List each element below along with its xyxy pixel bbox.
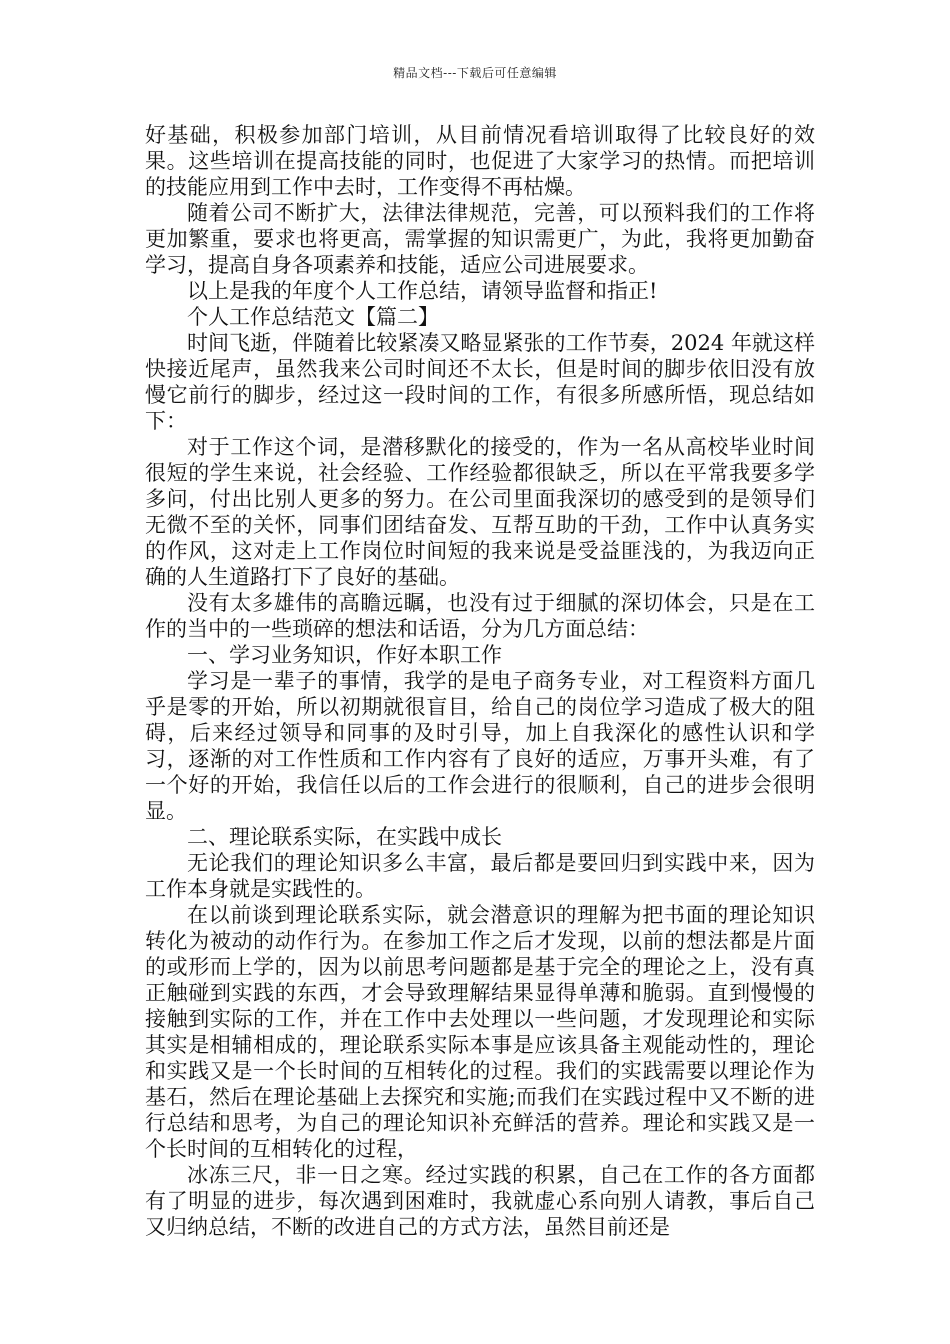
paragraph: 好基础，积极参加部门培训，从目前情况看培训取得了比较良好的效果。这些培训在提高技能的同时，也促进了大家学习的热情。而把培训的技能应用到工作中去时，工作变得不再枯燥。 xyxy=(145,123,815,199)
paragraph: 在以前谈到理论联系实际，就会潜意识的理解为把书面的理论知识转化为被动的动作行为。在参加工作之后才发现，以前的想法都是片面的或形而上学的，因为以前思考问题都是基于完全的理论之上，没有真正触碰到实践的东西，才会导致理解结果显得单薄和脆弱。直到慢慢的接触到实际的工作，并在工作中去处理以一些问题，才发现理论和实际其实是相辅相成的，理论联系实际本事是应该具备主观能动性的，理论和实践又是一个长时间的互相转化的过程。我们的实践需要以理论作为基石，然后在理论基础上去探究和实施;而我们在实践过程中又不断的进行总结和思考，为自己的理论知识补充鲜活的营养。理论和实践又是一个长时间的互相转化的过程， xyxy=(145,903,815,1161)
paragraph: 随着公司不断扩大，法律法律规范，完善，可以预料我们的工作将更加繁重，要求也将更高，需掌握的知识需更广，为此，我将更加勤奋学习，提高自身各项素养和技能，适应公司进展要求。 xyxy=(145,201,815,277)
paragraph: 没有太多雄伟的高瞻远瞩，也没有过于细腻的深切体会，只是在工作的当中的一些琐碎的想法和话语，分为几方面总结： xyxy=(145,591,815,641)
document-body xyxy=(145,122,815,1240)
paragraph: 冰冻三尺，非一日之寒。经过实践的积累，自己在工作的各方面都有了明显的进步，每次遇到困难时，我就虚心系向别人请教，事后自己又归纳总结，不断的改进自己的方式方法，虽然目前还是 xyxy=(145,1163,815,1239)
paragraph: 时间飞逝，伴随着比较紧凑又略显紧张的工作节奏，2024 年就这样快接近尾声，虽然我来公司时间还不太长，但是时间的脚步依旧没有放慢它前行的脚步，经过这一段时间的工作，有很多所感所悟，现总结如下： xyxy=(145,331,815,433)
subsection-heading: 二、理论联系实际，在实践中成长 xyxy=(187,825,502,849)
section-heading: 个人工作总结范文【篇二】 xyxy=(187,305,439,329)
subsection-heading: 一、学习业务知识，作好本职工作 xyxy=(187,643,502,667)
paragraph: 学习是一辈子的事情，我学的是电子商务专业，对工程资料方面几乎是零的开始，所以初期就很盲目，给自己的岗位学习造成了极大的阻碍，后来经过领导和同事的及时引导，加上自我深化的感性认识和学习，逐渐的对工作性质和工作内容有了良好的适应，万事开头难，有了一个好的开始，我信任以后的工作会进行的很顺利，自己的进步会很明显。 xyxy=(145,669,815,823)
paragraph: 无论我们的理论知识多么丰富，最后都是要回归到实践中来，因为工作本身就是实践性的。 xyxy=(145,851,815,901)
paragraph: 以上是我的年度个人工作总结，请领导监督和指正! xyxy=(187,279,658,303)
paragraph: 对于工作这个词，是潜移默化的接受的，作为一名从高校毕业时间很短的学生来说，社会经验、工作经验都很缺乏，所以在平常我要多学多问，付出比别人更多的努力。在公司里面我深切的感受到的是领导们无微不至的关怀，同事们团结奋发、互帮互助的干劲，工作中认真务实的作风，这对走上工作岗位时间短的我来说是受益匪浅的，为我迈向正确的人生道路打下了良好的基础。 xyxy=(145,435,815,589)
running-header: 精品文档---下载后可任意编辑 xyxy=(393,66,557,80)
